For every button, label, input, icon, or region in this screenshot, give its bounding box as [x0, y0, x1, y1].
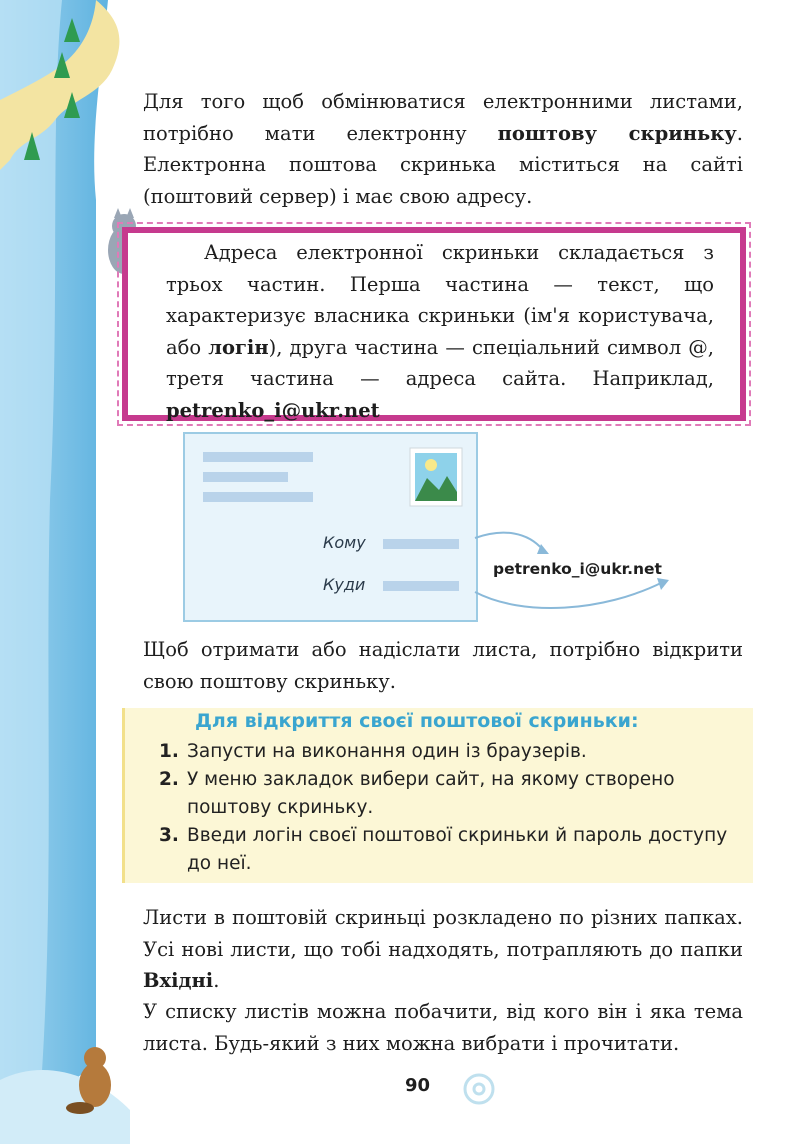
placeholder-line: [203, 492, 313, 502]
email-example: petrenko_i@ukr.net: [166, 398, 380, 422]
instructions-list: [159, 738, 739, 878]
rule-text-start: Адреса електронної скриньки складається з трьох частин. Перша частина — текст, що характеризує власника скриньки (ім'я користувача, або: [166, 241, 714, 359]
to-field-line: [383, 539, 459, 549]
placeholder-line: [203, 452, 313, 462]
step-number: 1.: [159, 741, 179, 762]
list-item: [159, 822, 739, 878]
folders-text-start: Листи в поштовій скриньці розкладено по різних папках. Усі нові листи, що тобі надходять, потрапляють до папки: [143, 906, 743, 961]
intro-text-start: Для того щоб обмінюватися електронними листами, потрібно мати електронну: [143, 90, 743, 145]
rule-text: [166, 237, 714, 426]
where-field-line: [383, 581, 459, 591]
placeholder-line: [203, 472, 288, 482]
page-number: 90: [405, 1075, 431, 1096]
open-mailbox-paragraph: Щоб отримати або надіслати листа, потрібно відкрити свою поштову скриньку.: [143, 638, 743, 693]
term-mailbox: поштову скриньку: [497, 121, 737, 145]
arrow-path: [475, 533, 543, 550]
rule-text-end: ), друга частина — спеціальний символ @, третя частина — адреса сайта. Наприклад,: [166, 335, 714, 390]
term-login: логін: [208, 335, 269, 359]
at-sign-icon: [462, 1072, 496, 1106]
instructions-title: Для відкриття своєї поштової скриньки:: [195, 710, 639, 732]
term-inbox: Вхідні: [143, 969, 214, 992]
instructions-box: [122, 708, 753, 883]
stamp-icon: [410, 448, 462, 506]
rule-box: [122, 227, 746, 421]
step-number: 2.: [159, 769, 179, 790]
folders-paragraph: [143, 902, 743, 997]
step-number: 3.: [159, 825, 179, 846]
folders-text-end: .: [213, 969, 220, 992]
email-envelope-illustration: [183, 432, 703, 627]
step-text: Введи логін своєї поштової скриньки й пароль доступу до неї.: [187, 825, 728, 874]
letters-list-paragraph: У списку листів можна побачити, від кого він і яка тема листа. Будь-який з них можна вибрати і прочитати.: [143, 1000, 743, 1055]
intro-paragraph: [143, 86, 743, 212]
step-text: Запусти на виконання один із браузерів.: [187, 741, 587, 762]
step-text: У меню закладок вибери сайт, на якому створено поштову скриньку.: [187, 769, 675, 818]
to-label: Кому: [323, 533, 366, 552]
arrow-path: [475, 582, 663, 608]
intro-text-end: . Електронна поштова скринька міститься на сайті (поштовий сервер) і має свою адресу.: [143, 121, 743, 208]
list-item: [159, 738, 739, 766]
where-label: Куди: [323, 575, 366, 594]
list-item: [159, 766, 739, 822]
margin-illustration: [0, 0, 140, 1144]
address-label: petrenko_i@ukr.net: [493, 560, 662, 578]
